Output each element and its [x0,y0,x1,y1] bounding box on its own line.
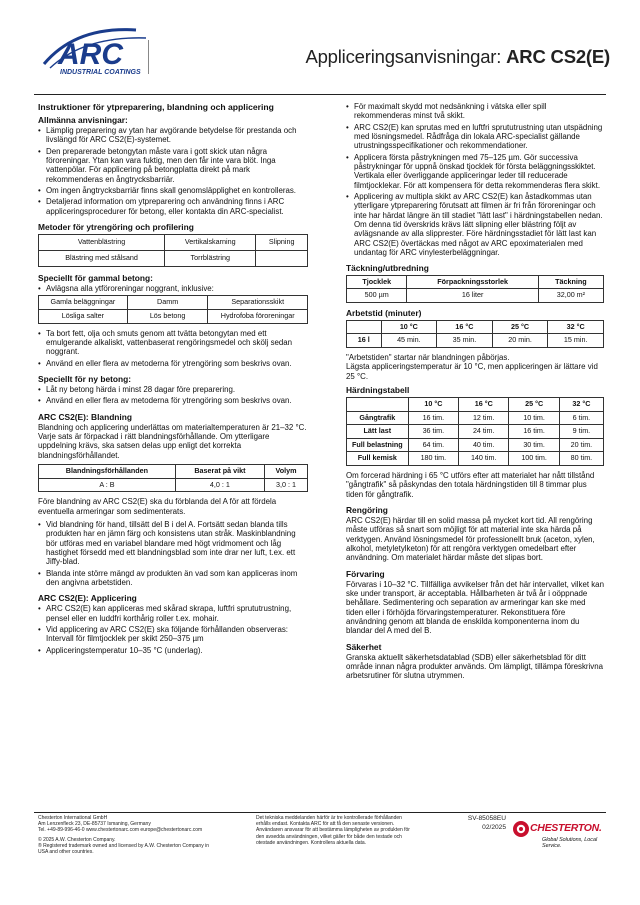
table-row [347,438,604,452]
list-item: • Applicera första påstrykningen med 75–125 µm. Gör successiva påstrykningar för uppnå önskad tjocklek för första beläggningsskiktet. Vertikala eller överliggande appliceringar leder till reducerade filmtjocklekar. För att kompensera för detta rekommenderas flera skikt. [346,153,604,190]
application-heading: ARC CS2(E): Applicering [38,593,137,604]
table-row [347,452,604,466]
list-item: • Avlägsna alla ytföroreningar noggrant, inklusive: [38,284,308,293]
storage-text: Förvaras i 10–32 °C. Tillfälliga avvikelser från det här intervallet, vilket kan ske under transport, är acceptabla. Hållbarheten är två år i oöppnade behållare. Sedimentering och separation av armeringar kan ske med tiden eller i förhöjda förvaringstemperaturer. Rekonstituera före användning genom att blanda de enskilda komponenterna inom du blandar del A med del B. [346,579,604,636]
chesterton-emblem-icon [512,820,530,838]
worktime-note-1: "Arbetstiden" startar när blandningen påbörjas. [346,352,510,362]
contaminants-table [38,295,308,323]
chesterton-tagline: Global Solutions, Local Service. [542,837,598,849]
table-cell: 16 tim. [509,425,559,439]
list-item: • ARC CS2(E) kan appliceras med skårad skrapa, luftfri sprututrustning, pensel eller en luddfri korthårig roller t.ex. mohair. [38,604,308,623]
company-name: Chesterton International GmbH [38,815,108,821]
old-intro-list [38,284,308,293]
footer-company-info [38,815,213,855]
footer-doc-info [460,815,506,832]
table-cell: 36 tim. [408,425,458,439]
table-cell: 16 tim. [408,411,458,425]
table-cell: 80 tim. [559,452,603,466]
table-cell: 3,0 : 1 [264,478,307,492]
list-item: • Om ingen ångtrycksbarriär finns skall genomsläpplighet en kontrolleras. [38,186,308,195]
mixing-heading: ARC CS2(E): Blandning [38,411,132,422]
list-item: • Detaljerad information om ytpreparering och användning finns i ARC appliceringsprocedurer för betong, eller kontakta din ARC-specialist. [38,197,308,216]
table-cell: 180 tim. [408,452,458,466]
table-cell: Blästring med stålsand [39,251,165,267]
table-row [347,334,604,348]
table-cell: Full belastning [347,438,409,452]
table-header: 16 °C [459,397,509,411]
table-row [39,478,308,492]
table-cell: Damm [127,296,208,310]
old-concrete-heading: Speciellt för gammal betong: [38,273,153,284]
table-cell: A : B [39,478,176,492]
table-header: Blandningsförhållanden [39,465,176,479]
new-concrete-heading: Speciellt för ny betong: [38,374,132,384]
page-title: Appliceringsanvisningar: ARC CS2(E) [305,46,610,67]
trademark-note: ® Registered trademark owned and licensed by A.W. Chesterton Company in USA and other countries. [38,842,209,856]
table-cell: Gångtrafik [347,411,409,425]
storage-heading: Förvaring [346,568,385,579]
header-divider [148,40,149,74]
cure-heading: Härdningstabell [346,384,410,395]
company-contact: Tel. +49-89-996-46-0 www.chestertonarc.com europe@chestertonarc.com [38,827,203,834]
table-row [39,296,308,310]
new-list [38,385,308,406]
copyright: © 2025 A.W. Chesterton Company. [38,836,116,843]
main-heading: Instruktioner för ytpreparering, blandning och applicering [38,102,274,112]
list-item: • Lämplig preparering av ytan har avgörande betydelse för prestanda och livslängd för ARC CS2(E)-systemet. [38,126,308,145]
table-header [347,320,382,334]
table-cell: 32,00 m² [538,289,603,303]
table-cell: 12 tim. [459,411,509,425]
table-header: Tjocklek [347,275,407,289]
footer-disclaimer: Det tekniska meddelanden härför är tre kontrollerade förhållanden erhålls endast. Kontakta ARC för att få den senaste versionen. Användaren ansvarar för att bestämma lämpligheten av produkten för den avsedda användningen, vilket gäller för både den testade och otestade användningen. Kontrollera aktuella data. [256,815,410,846]
table-cell: Separationsskikt [208,296,308,310]
general-heading: Allmänna anvisningar: [38,115,128,125]
svg-text:ARC: ARC [58,38,123,71]
table-cell: 16 l [347,334,382,348]
worktime-table [346,320,604,348]
table-header: Täckning [538,275,603,289]
doc-date: 02/2025 [482,823,506,831]
table-header: Förpackningsstorlek [407,275,538,289]
safety-text: Granska aktuellt säkerhetsdatablad (SDB) eller säkerhetsblad för ditt område innan några produkter används. Om lämpligt, tillämpa föreskrivna arbetsrutiner för slutna utrymmen. [346,652,604,681]
table-cell: 35 min. [437,334,493,348]
application-list [38,604,308,655]
footer-rule [34,812,606,813]
svg-text:INDUSTRIAL COATINGS: INDUSTRIAL COATINGS [60,69,141,76]
worktime-note-2: Lägsta appliceringstemperatur är 10 °C, men appliceringen är lättare vid 25 °C. [346,362,598,381]
table-header: 32 °C [559,397,603,411]
chesterton-logo [512,818,610,852]
table-header: 25 °C [509,397,559,411]
table-row [39,310,308,324]
mix-ratio-table [38,464,308,492]
table-cell: 64 tim. [408,438,458,452]
table-header: 25 °C [492,320,548,334]
list-item: • Blanda inte större mängd av produkten än vad som kan appliceras inom den angivna arbetstiden. [38,569,308,588]
table-cell: 16 liter [407,289,538,303]
table-row [39,235,308,251]
table-cell: Gamla beläggningar [39,296,128,310]
cure-note: Om forcerad härdning i 65 °C utförs efter att materialet har nått tillstånd "gångtrafik" så påskyndas den totala härdningstiden till 8 timmar plus tiden för gångtrafik. [346,470,595,499]
table-cell: Vertikalskarning [165,235,256,251]
cure-table [346,397,604,466]
list-item: • Låt ny betong härda i minst 28 dagar före preparering. [38,385,308,394]
list-item: • Använd en eller flera av metoderna för ytrengöring som beskrivs ovan. [38,396,308,405]
table-header: Baserat på vikt [175,465,264,479]
table-header: 10 °C [408,397,458,411]
table-cell: Torrblästring [165,251,256,267]
mixing-text: Blandning och applicering underlättas om materialtemperaturen är 21–32 °C. Varje sats är förpackad i rätt blandningsförhållande. Om ytterligare uppdelning krävs, ska satsen delas upp enligt det korrekta blandningsförhållandet. [38,422,307,460]
methods-table [38,234,308,267]
table-header: 10 °C [381,320,437,334]
table-cell: 45 min. [381,334,437,348]
table-cell: Lösliga salter [39,310,128,324]
cleaning-heading: Rengöring [346,504,388,515]
list-item: • Den preparerade betongytan måste vara i gott skick utan några föroreningar. Ytan kan vara fuktig, men den får inte vara blöt. Inga vattenpölar. För applicering på betongplatta direkt på mark rekommenderas en ångtrycksbarriär. [38,147,308,184]
coverage-table [346,275,604,303]
coverage-heading: Täckning/utbredning [346,262,429,273]
header-rule [34,94,606,95]
list-item: • Ta bort fett, olja och smuts genom att tvätta betongytan med ett emulgerande alkaliskt, vattenbaserat rengöringsmedel och skölj sedan noggrant. [38,329,308,357]
table-cell: 9 tim. [559,425,603,439]
table-cell: 6 tim. [559,411,603,425]
table-cell: 20 min. [492,334,548,348]
arc-logo-icon [36,24,156,80]
list-item: • Vid blandning för hand, tillsätt del B i del A. Fortsätt sedan blanda tills produkten har en jämn färg och konsistens utan stråk. Maskinblandning bör utföras med en variabel blandare med högt vridmoment och låg hastighet försedd med ett blandningsblad som inte drar ner luft, t.ex. ett Jiffy-blad. [38,520,308,567]
left-column [38,102,308,660]
list-item: • Vid applicering av ARC CS2(E) ska följande förhållanden observeras: Intervall för filmtjocklek per skikt 250–375 µm [38,625,308,644]
table-cell: 20 tim. [559,438,603,452]
table-header: 16 °C [437,320,493,334]
general-list [38,126,308,216]
table-cell: 15 min. [548,334,604,348]
table-cell: Hydrofoba föroreningar [208,310,308,324]
table-cell: Lätt last [347,425,409,439]
table-row [347,289,604,303]
table-cell: 40 tim. [459,438,509,452]
right-column [346,102,604,685]
worktime-heading: Arbetstid (minuter) [346,307,422,318]
doc-number: SV-85058EU [467,815,506,822]
table-cell: 30 tim. [509,438,559,452]
table-header-row [39,465,308,479]
table-cell: 100 tim. [509,452,559,466]
table-cell: Vattenblästring [39,235,165,251]
cleaning-text: ARC CS2(E) härdar till en solid massa på mycket kort tid. All rengöring måste utföras så snart som möjligt för att material inte ska härda på verktygen. Använd lösningsmedel för professionellt bruk (aceton, xylen, alkohol, metyletylketon) för att rengöra verktygen omedelbart efter användning. Om materialet härdar måste det slipas bort. [346,515,595,563]
list-item: • För maximalt skydd mot nedsänkning i vätska eller spill rekommenderas minst två skikt. [346,102,604,121]
table-cell: 140 tim. [459,452,509,466]
table-row [39,251,308,267]
mixing-list [38,520,308,587]
methods-heading: Metoder för ytrengöring och profilering [38,222,194,233]
table-header [347,397,409,411]
table-header: Volym [264,465,307,479]
table-header-row [347,275,604,289]
arc-logo [36,24,156,80]
application-list-continued [346,102,604,258]
safety-heading: Säkerhet [346,641,382,652]
mixing-text-2: Före blandning av ARC CS2(E) ska du förblanda del A för att fördela eventuella armeringar som sedimenterats. [38,497,277,516]
list-item: • Appliceringstemperatur 10–35 °C (underlag). [38,646,308,655]
table-header-row [347,320,604,334]
table-cell: Lös betong [127,310,208,324]
table-cell: Full kemisk [347,452,409,466]
list-item: • Använd en eller flera av metoderna för ytrengöring som beskrivs ovan. [38,359,308,368]
table-cell: 4,0 : 1 [175,478,264,492]
table-cell: 10 tim. [509,411,559,425]
old-list [38,329,308,368]
table-cell: Slipning [256,235,308,251]
company-address: Am Lenzenfleck 23, DE-85737 Ismaning, Germany [38,821,151,828]
list-item: • Applicering av multipla skikt av ARC CS2(E) kan åstadkommas utan ytterligare ytpreparering förutsatt att filmen är fri från föroreningar och inte har härdat längre än till stadiet "lätt last" i härdningstabellen nedan. Om denna tid överskrids krävs lätt slipning eller blästring följt av avlägsnande av alla slipprester. Före härdningsstadiet för lätt last kan ARC CS2(E) övertäckas med något av ARC epoximaterialen med undantag för ARC vinylesterbeläggningar. [346,192,604,257]
table-header: 32 °C [548,320,604,334]
table-header-row [347,397,604,411]
chesterton-wordmark: CHESTERTON. [530,822,602,834]
table-row [347,411,604,425]
table-cell [256,251,308,267]
table-row [347,425,604,439]
table-cell: 500 µm [347,289,407,303]
table-cell: 24 tim. [459,425,509,439]
list-item: • ARC CS2(E) kan sprutas med en luftfri sprututrustning utan utspädning med lösningsmedel. Rådfråga din lokala ARC-specialist gällande utrustningsspecifikationer och rekommendationer. [346,123,604,151]
